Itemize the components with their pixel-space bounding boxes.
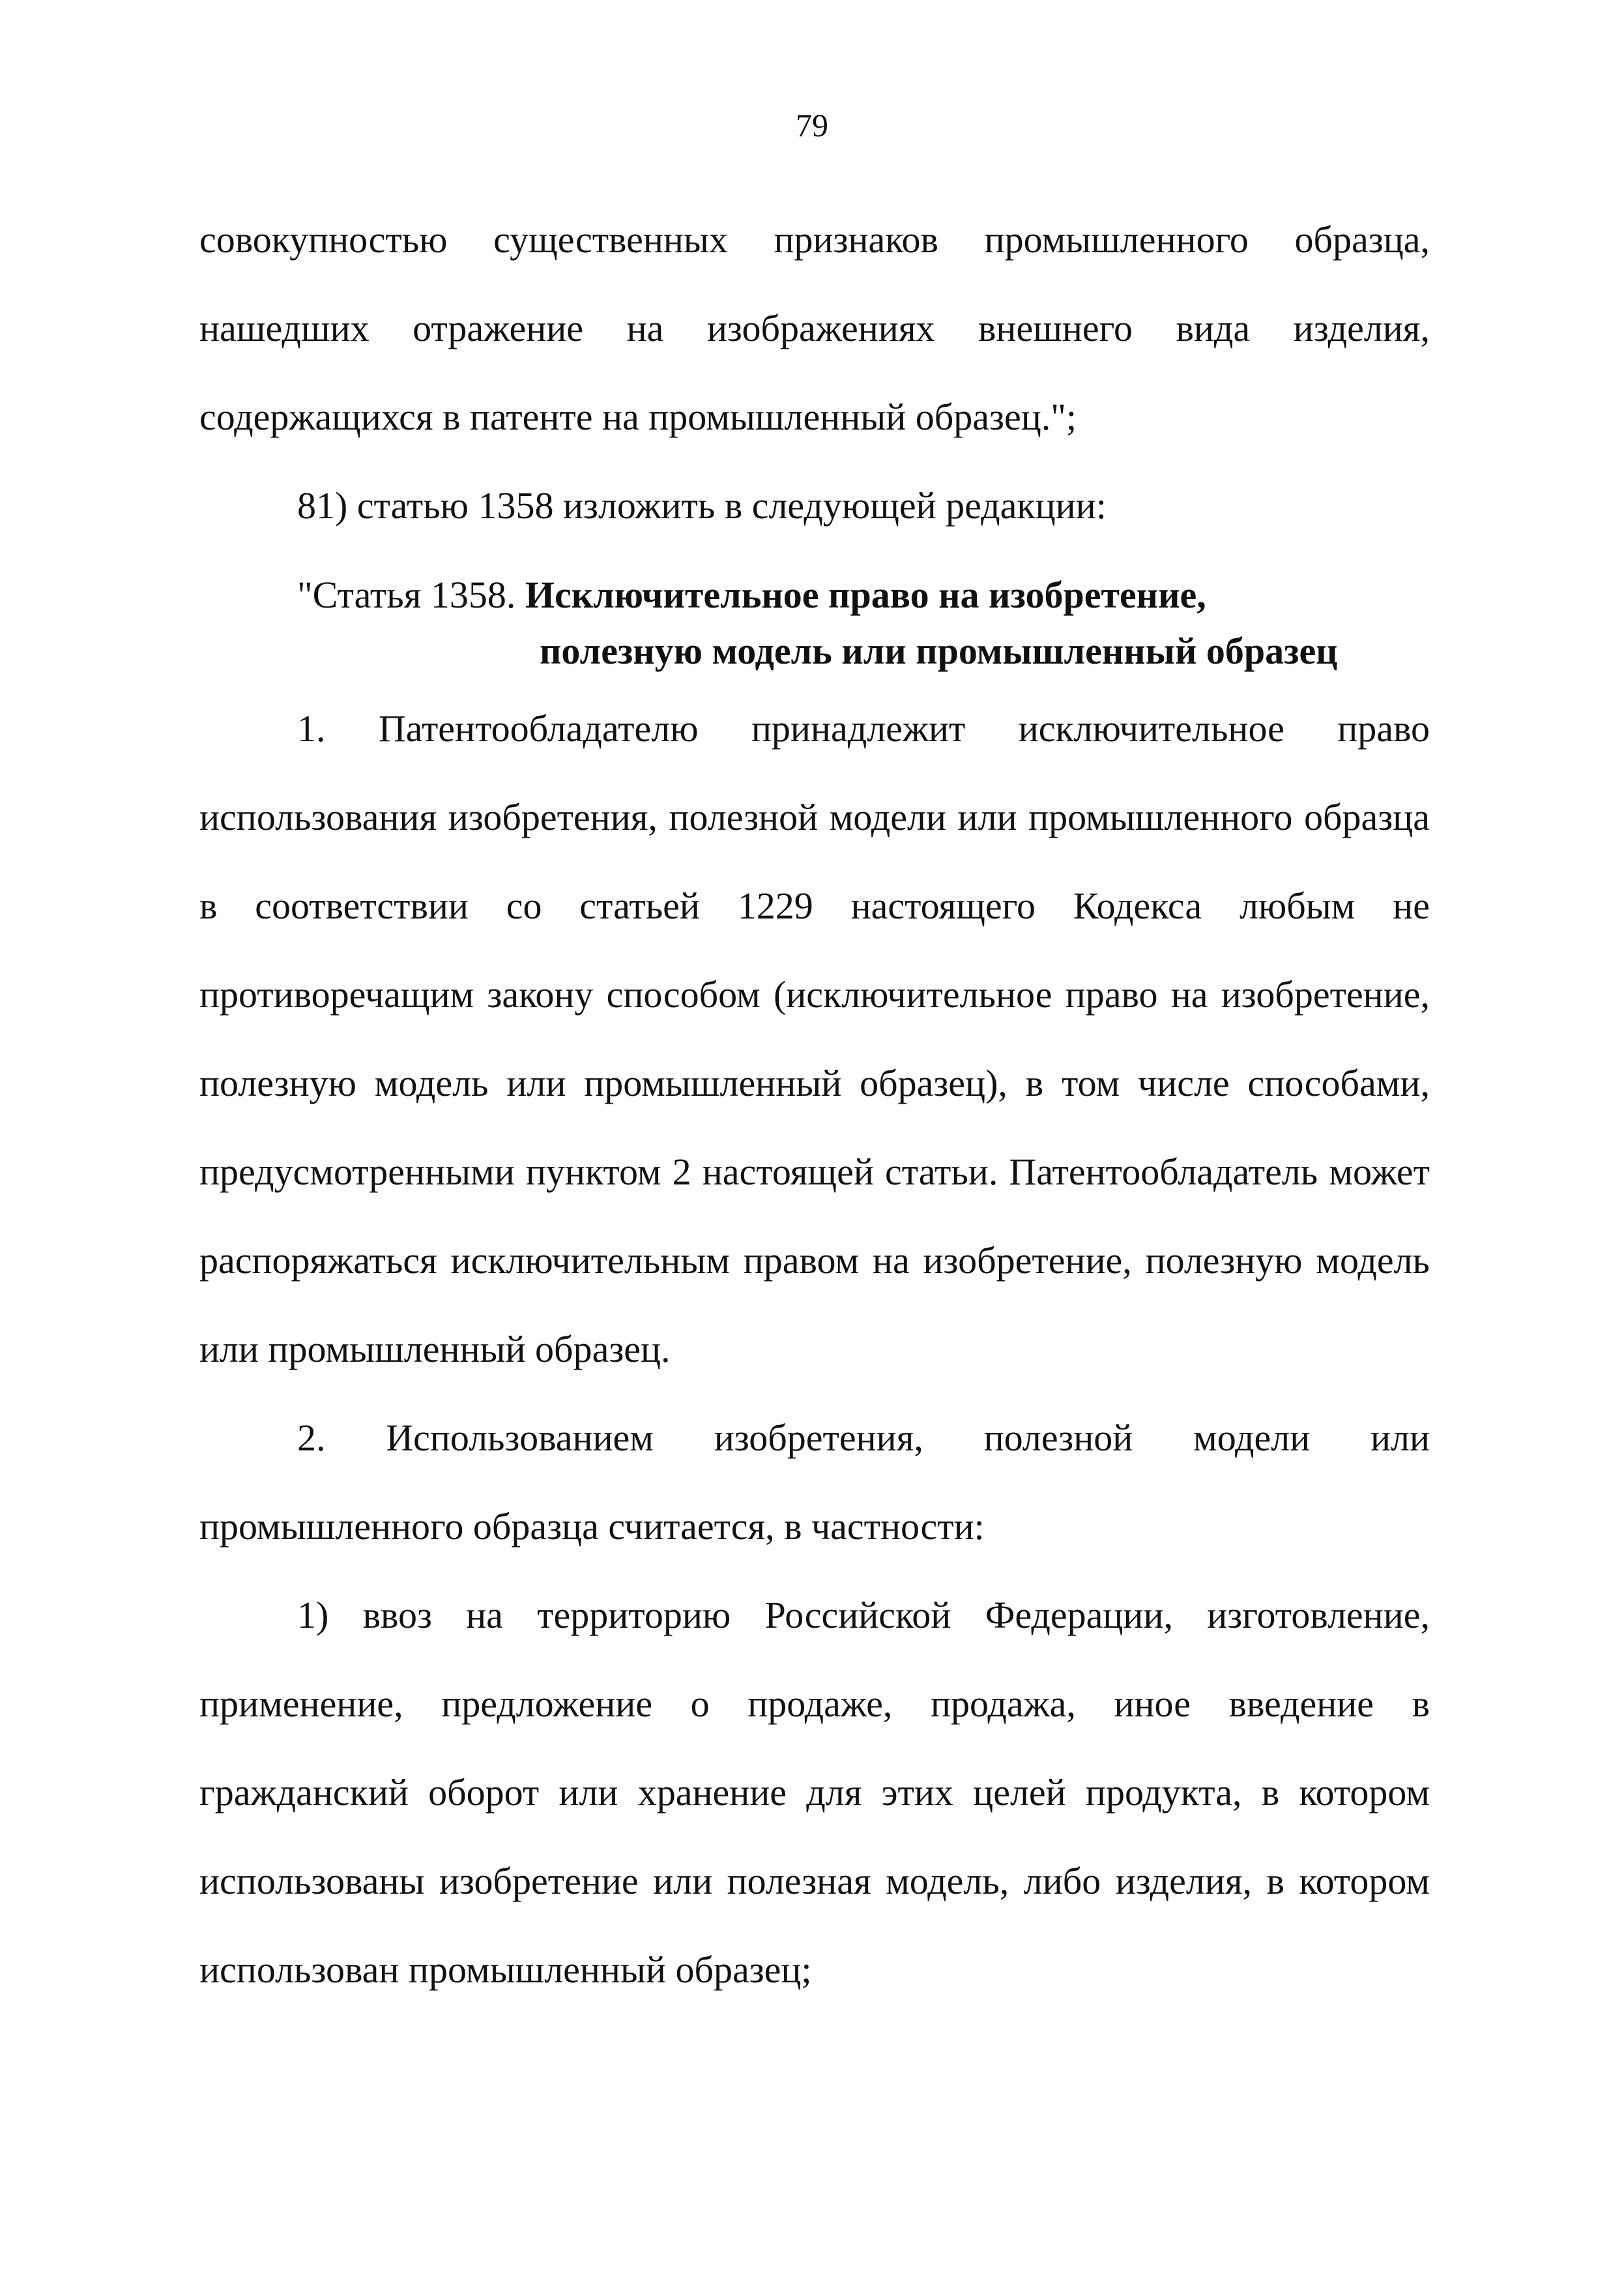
article-body	[199, 684, 1430, 2014]
page-number: 79	[796, 107, 828, 143]
article-heading	[297, 567, 1430, 679]
article-title-part2: полезную модель или промышленный образец	[540, 630, 1338, 672]
article-title-part1: Исключительное право на изобретение,	[525, 574, 1206, 616]
paragraph-2: 2. Использованием изобретения, полезной модели или промышленного образца считается, в частности:	[199, 1417, 1430, 1548]
paragraph-1: 1. Патентообладателю принадлежит исключительное право использования изобретения, полезной модели или промышленного образца в соответствии со статьей 1229 настоящего Кодекса любым не противоречащим закону способом (исключительное право на изобретение, полезную модель или промышленный образец), в том числе способами, предусмотренными пунктом 2 настоящей статьи. Патентообладатель может распоряжаться исключительным правом на изобретение, полезную модель или промышленный образец.	[199, 707, 1430, 1370]
article-number: "Статья 1358.	[297, 574, 516, 616]
paragraph-2-item-1: 1) ввоз на территорию Российской Федерации, изготовление, применение, предложение о продаже, продажа, иное введение в гражданский оборот или хранение для этих целей продукта, в котором использованы изобретение или полезная модель, либо изделия, в котором использован промышленный образец;	[199, 1594, 1430, 1991]
amendment-item-81: 81) статью 1358 изложить в следующей редакции:	[297, 484, 1107, 527]
intro-block	[199, 196, 1430, 550]
continuation-paragraph: совокупностью существенных признаков промышленного образца, нашедших отражение на изображениях внешнего вида изделия, содержащихся в патенте на промышленный образец.";	[199, 218, 1430, 438]
article-heading-line1	[297, 567, 1430, 623]
